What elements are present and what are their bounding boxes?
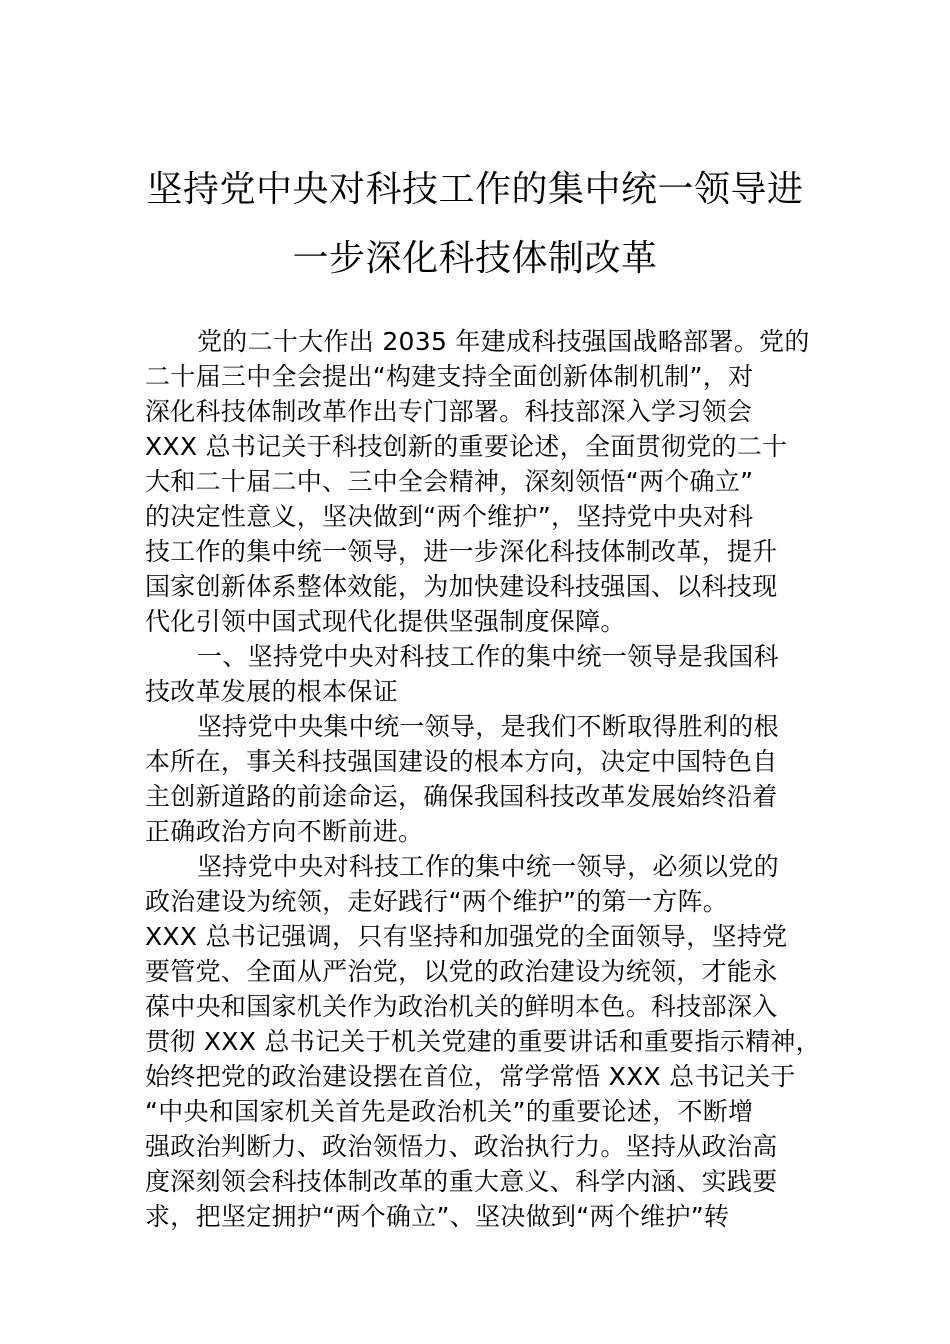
body-line: 葆中央和国家机关作为政治机关的鲜明本色。科技部深入 [145,992,778,1021]
body-line: 二十届三中全会提出“构建支持全面创新体制机制”，对 [145,362,754,391]
body-line: 大和二十届二中、三中全会精神，深刻领悟“两个确立” [145,467,754,496]
document-body [145,324,845,1234]
section-heading-line: 技改革发展的根本保证 [145,677,399,706]
body-line: 强政治判断力、政治领悟力、政治执行力。坚持从政治高 [145,1132,778,1161]
body-line: 始终把党的政治建设摆在首位，常学常悟 XXX 总书记关于 [145,1062,796,1091]
body-line: 代化引领中国式现代化提供坚强制度保障。 [145,607,626,636]
body-line: XXX 总书记关于科技创新的重要论述，全面贯彻党的二十 [145,432,788,461]
body-line: 求，把坚定拥护“两个确立”、坚决做到“两个维护”转 [145,1202,730,1231]
body-line: 深化科技体制改革作出专门部署。科技部深入学习领会 [145,397,753,426]
body-line: 技工作的集中统一领导，进一步深化科技体制改革，提升 [145,537,778,566]
body-line: 国家创新体系整体效能，为加快建设科技强国、以科技现 [145,572,778,601]
body-line: 政治建设为统领，走好践行“两个维护”的第一方阵。 [145,887,729,916]
body-line: 的决定性意义，坚决做到“两个维护”，坚持党中央对科 [145,502,754,531]
body-line: “中央和国家机关首先是政治机关”的重要论述，不断增 [145,1097,754,1126]
document-title-line-2: 一步深化科技体制改革 [292,238,658,279]
body-line: 主创新道路的前途命运，确保我国科技改革发展始终沿着 [145,782,778,811]
body-line: 贯彻 XXX 总书记关于机关党建的重要讲话和重要指示精神， [145,1027,821,1056]
section-heading-line: 一、坚持党中央对科技工作的集中统一领导是我国科 [197,642,779,671]
body-line: 坚持党中央对科技工作的集中统一领导，必须以党的 [197,852,779,881]
body-line: 党的二十大作出 2035 年建成科技强国战略部署。党的 [197,327,810,356]
body-line: 正确政治方向不断前进。 [145,817,424,846]
body-line: 本所在，事关科技强国建设的根本方向，决定中国特色自 [145,747,778,776]
body-line: 度深刻领会科技体制改革的重大意义、科学内涵、实践要 [145,1167,778,1196]
document-title-line-1: 坚持党中央对科技工作的集中统一领导进 [146,169,804,210]
body-line: 坚持党中央集中统一领导，是我们不断取得胜利的根 [197,712,779,741]
body-line: 要管党、全面从严治党，以党的政治建设为统领，才能永 [145,957,778,986]
body-line: XXX 总书记强调，只有坚持和加强党的全面领导，坚持党 [145,922,788,951]
